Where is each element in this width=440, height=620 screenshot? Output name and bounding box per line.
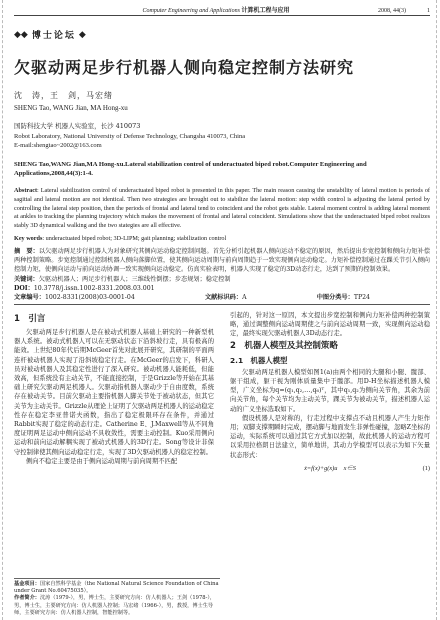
abstract-cn — [14, 248, 430, 275]
paragraph: 欠驱动两足步行机器人是在被动式机器人基础上研究的一种新型机器人系统。被动式机器人可以在无驱动状态下沿斜坡行走，具有极高的能效。上世纪80年代后期McGeer首先对此展开研究，其研制的平面两连杆被动机器人实现了沿斜坡稳定行走。在McGeer的启发下，科研人员对被动机器人及其稳定性进行了深入研究。被动机器人能耗低，但能效高，但系统没有主动关节，不能直接控制，于是Grizzle等开始在其基础上研究欠驱动两足机器人。欠驱动指机器人驱动少于自由度数，系统存在被动关节。目前欠驱动主要指机器人脚关节处于被动状态，但其它关节为主动关节。Grizzle从理论上证明了欠驱动两足机器人的运动稳定性存在稳定李亚普诺夫函数，指出了稳定极限环存在条件，并通过Rabbit实现了稳定的动态行走。Catherine E、J.Maxwell等从不同角度证明两足运动中侧向运动不具收敛性，需要主动控制。Kuo采用侧向运动和前向运动解耦实现了被动式机器人的3D行走。Song等设计非保守控制律使其侧向运动稳定行走，实现了3D欠驱动机器人的稳定控制。 — [14, 329, 214, 456]
page-number: 1 — [427, 8, 430, 14]
author-bio: 沈涛（1979-），男，博士生，主要研究方向：仿人机器人；王剑（1978-），男，博士生，主要研究方向：仿人机器人控制；马宏绪（1966-），男，教授，博士生导师，主要研究方向：仿人机器人控制，智能控制等。 — [14, 595, 216, 616]
affiliation — [14, 122, 430, 151]
keywords-text: : underactuated biped robot; 3D-LIPM; gait planning; stabilization control — [42, 235, 227, 243]
authors-en: SHENG Tao, WANG Jian, MA Hong-xu — [14, 104, 128, 112]
citation: SHENG Tao,WANG Jian,MA Hong-xu.Lateral stabilization control of underactuated biped robot.Computer Engineering and Applications,2008,44(3):1-4. — [14, 160, 367, 178]
abstract-label: Abstract — [14, 186, 38, 194]
equation-body: ẋ=f(x)+g(x)u x∈S — [304, 464, 356, 472]
authors-cn: 沈 涛，王 剑，马宏绪 — [14, 91, 113, 100]
clc-number: TP24 — [353, 293, 370, 301]
abstract-text: : Lateral stabilization control of underactuated biped robot is presented in this paper. The main reason causing the unstability of lateral motion is periods of sagittal and lateral motion are not identical. Then two strategies are brought out to stabilize the lateral motion: step width control is adjusting the lateral period by controlling the lateral step position, then the periods of frontal and lateral tend to coincident and the robot gets stable. Lateral moment control is adding lateral moment at ankles to tracking the planning trajectory which makes the movement of frontal and lateral coincident. Simulations show that the underactuated biped robot realizes stably 3D dynamical walking and the two stategies are all effective. — [14, 186, 430, 230]
article-number: 1002-8331(2008)03-0001-04 — [44, 293, 135, 301]
paragraph: 侧向不稳定主要是由于侧向运动周期与前向周期不匹配 — [26, 457, 178, 465]
issue-info: 2008, 44(3) — [378, 8, 406, 14]
abstract-cn-label: 摘 要： — [14, 248, 39, 256]
paragraph: 欠驱动两足机器人模型如图1(a)由两个相同的大腿和小腿、髋部、躯干组成，躯干视为刚体质量集中于髋部。用D-H坐标描述机器人模型，广义坐标为q=(q₁,q₂,…,q₆)ᵀ，其中q₁,q₂为侧向关节角，其余为前向关节角，每个关节均为主动关节，踝关节为被动关节，描述机器人运动的广义坐标选取如下。 — [230, 368, 430, 413]
heading-model-and-control: 2 机器人模型及其控制策略 — [230, 341, 338, 352]
doi: 10.3778/j.issn.1002-8331.2008.03.001 — [33, 284, 155, 292]
classification-row: 文章编号：1002-8331(2008)03-0001-04 文献标识码：A 中图分类号：TP24 — [14, 293, 430, 305]
fund-info: 国家自然科学基金（the National Natural Science Foundation of China under Grant No.60475035）。 — [14, 580, 219, 595]
left-margin-line — [2, 0, 3, 620]
paragraph: 引起的，针对这一原因，本文提出步宽控制和侧向力矩补偿两种控制策略，通过调整侧向运动周期使之与前向运动周期一致，实现侧向运动稳定，最终实现欠驱动机器人3D动态行走。 — [230, 311, 430, 338]
section-label: 博士论坛 — [31, 31, 76, 41]
paragraph: 假设机器人是对称的，行走过程中支撑点不动且机器人产生力矩作用；双脚支撑期瞬时完成，摆动脚与地面发生非弹性碰撞，忽略Z坐标的运动，实际系统可以通过其它方式加以控制，故此机器人的运动方程可以采用拉格朗日法建立，简单地讲，其动力学模型可以表示为如下矢量状态形式： — [230, 414, 430, 459]
body-columns — [14, 311, 430, 477]
abstract-cn-text: 以欠驱动两足步行机器人为对象研究其侧向运动稳定控制问题。首先分析引起机器人侧向运动不稳定的原因，然后提出步宽控制和侧向力矩补偿两种控制策略。步宽控制通过控制机器人侧向落脚位置，使其侧向运动周期与前向周期趋于一致实现侧向运动稳定。力矩补偿控制通过在踝关节引入侧向控制力矩，使侧向运动与前向运动协调一致实现侧向运动稳定。仿真实验表明，机器人实现了稳定的3D动态行走，达到了预期的控制效果。 — [14, 248, 431, 273]
issue-and-page — [378, 8, 430, 14]
paper-page — [14, 0, 430, 620]
heading-introduction: 1 引言 — [14, 313, 46, 324]
doi-row: DOI：10.3778/j.issn.1002-8331.2008.03.001 — [14, 284, 155, 292]
section-tag — [14, 28, 430, 41]
heading-robot-model: 2.1 机器人模型 — [230, 355, 288, 365]
keywords-cn — [14, 275, 430, 284]
journal-name: Computer Engineering and Applications 计算机工程与应用 — [142, 7, 290, 14]
abstract-en — [14, 187, 430, 232]
paper-title: 欠驱动两足步行机器人侧向稳定控制方法研究 — [14, 58, 355, 77]
citation-title: Lateral stabilization control of underactuated biped robot. — [125, 160, 290, 168]
diamond-icon: ◆ — [78, 29, 86, 40]
diamond-icon: ◆◆ — [14, 29, 28, 40]
journal-name-cn: 计算机工程与应用 — [241, 7, 290, 14]
affiliation-cn: 国防科技大学 机器人实验室，长沙 410073 — [14, 122, 141, 130]
footnote: 基金项目：国家自然科学基金（the National Natural Science Foundation of China under Grant No.60475035）。 作者简介：沈涛（1979-），男，博士生，主要研究方向：仿人机器人；王剑（1978-），男，博士生，主要研究方向：仿人机器人控制；马宏绪（1966-），男，教授，博士生导师，主要研究方向：仿人机器人控制，智能控制等。 — [14, 578, 220, 617]
keywords-label: Key words — [14, 235, 43, 243]
keywords-en — [14, 235, 430, 244]
citation-journal: Computer Engineering and Applications,2008,44(3):1-4. — [14, 160, 367, 178]
right-column — [230, 311, 430, 477]
running-header — [14, 3, 430, 16]
right-margin-line — [436, 0, 437, 620]
left-column — [14, 311, 214, 477]
document-code: A — [242, 293, 247, 301]
equation-number: (1) — [422, 464, 430, 472]
affiliation-en: Robot Laboratory, National University of Defense Technology, Changsha 410073, China — [14, 132, 246, 140]
keywords-cn-text: 欠驱动机器人；两足步行机器人；三维线性倒摆；步态规划；稳定控制 — [38, 275, 231, 283]
author-email: E-mail:shengtao~2002@163.com — [14, 142, 102, 149]
equation-1 — [230, 464, 430, 473]
keywords-cn-label: 关键词： — [14, 275, 39, 283]
